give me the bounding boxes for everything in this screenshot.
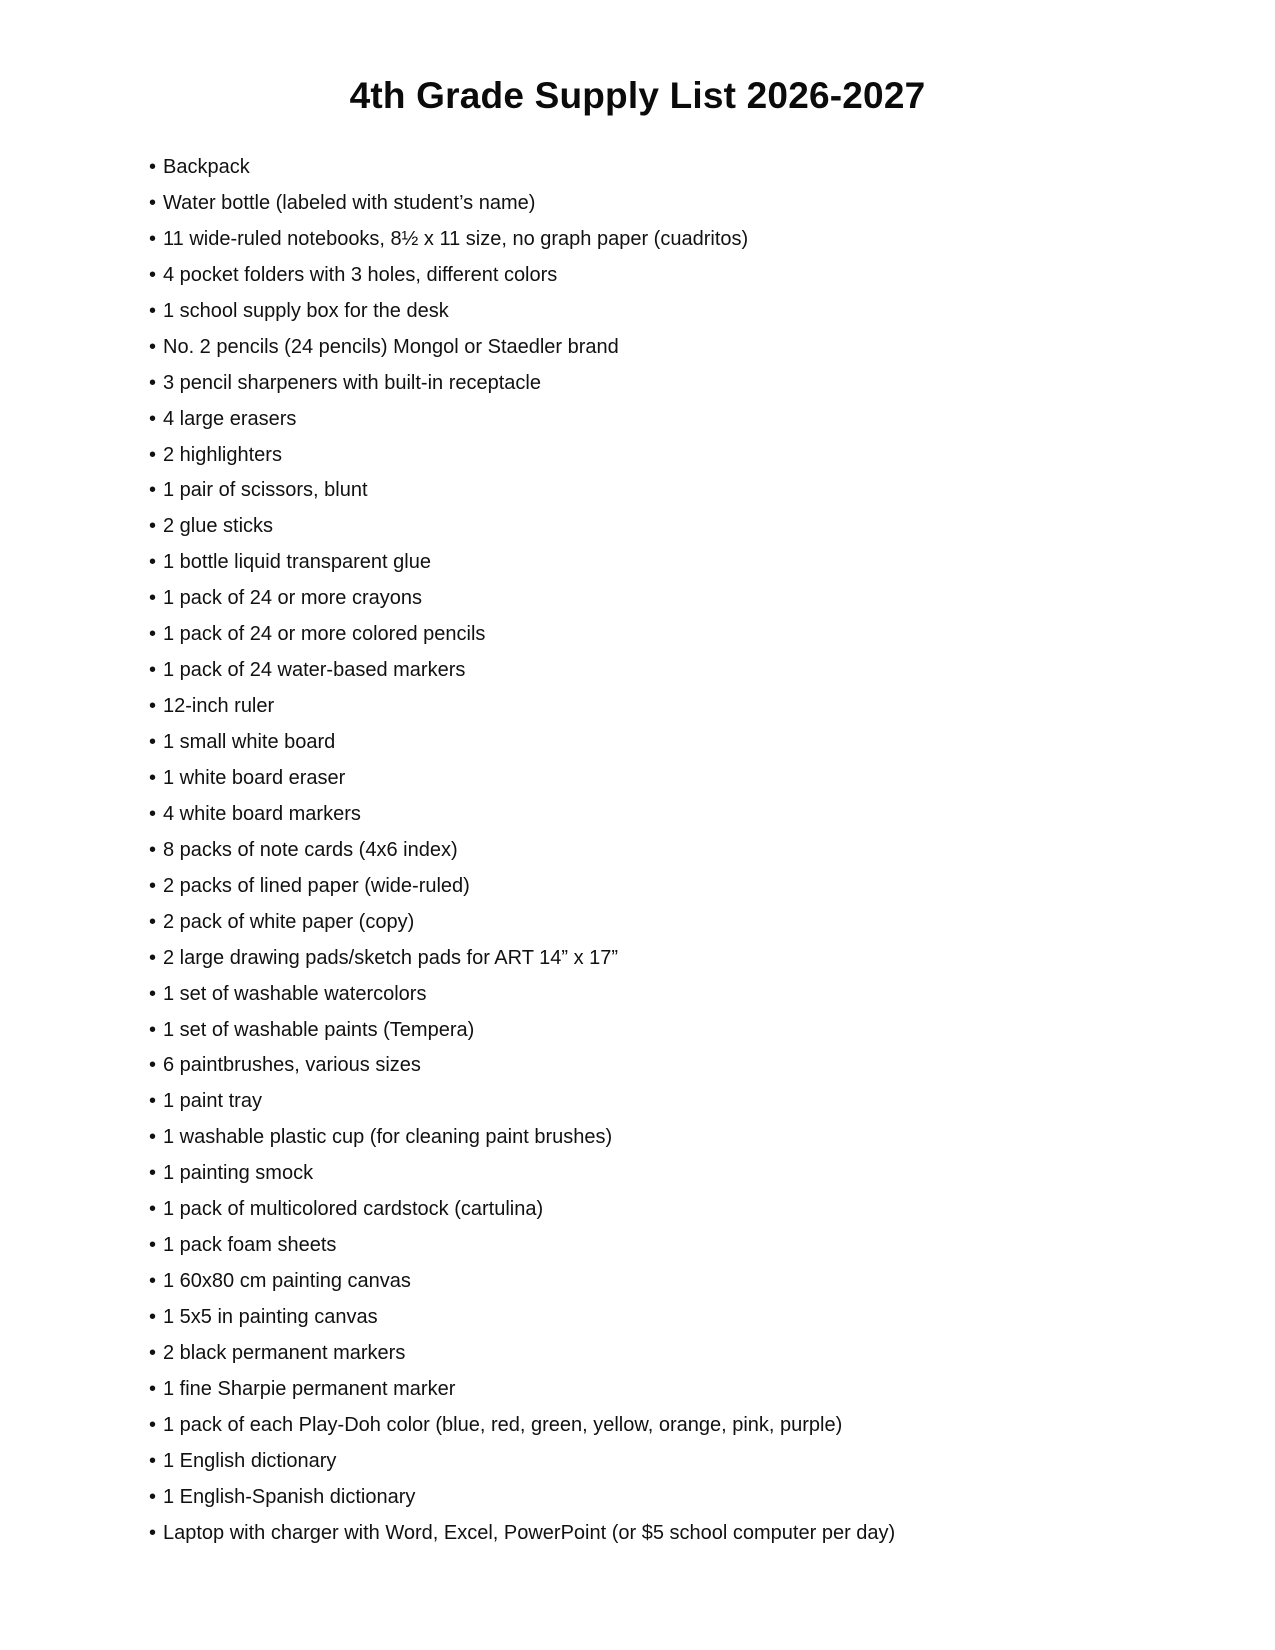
list-item [149,1084,895,1120]
list-item-text: 1 English-Spanish dictionary [163,1485,416,1508]
list-item-text: 2 large drawing pads/sketch pads for ART 14” x 17” [163,946,619,969]
list-item [149,545,895,581]
bullet-icon: • [149,802,157,825]
list-item [149,1480,895,1516]
bullet-icon: • [149,551,157,574]
bullet-icon: • [149,874,157,897]
list-item-text: 1 pack foam sheets [163,1234,337,1257]
list-item [149,1120,895,1156]
bullet-icon: • [149,335,157,358]
list-item [149,186,895,222]
list-item-text: 1 small white board [163,731,336,753]
bullet-icon: • [149,156,157,178]
list-item [149,150,895,186]
bullet-icon: • [149,766,157,789]
bullet-icon: • [149,191,157,214]
list-item-text: 6 paintbrushes, various sizes [163,1054,421,1077]
bullet-icon: • [149,263,157,286]
bullet-icon: • [149,1054,157,1077]
list-item-text: 4 white board markers [163,802,361,825]
bullet-icon: • [149,227,157,250]
list-item-text: 8 packs of note cards (4x6 index) [163,838,458,861]
bullet-icon: • [149,1126,157,1149]
list-item-text: 2 glue sticks [163,515,274,538]
list-item-text: 1 painting smock [163,1162,314,1185]
list-item [149,797,895,833]
list-item-text: 1 fine Sharpie permanent marker [163,1377,456,1400]
list-item [149,1444,895,1480]
list-item-text: 1 5x5 in painting canvas [163,1306,378,1328]
list-item [149,509,895,545]
list-item [149,1228,895,1264]
bullet-icon: • [149,659,157,682]
list-item-text: 1 60x80 cm painting canvas [163,1270,411,1293]
list-item-text: 1 washable plastic cup (for cleaning paint brushes) [163,1126,613,1149]
list-item [149,330,895,366]
bullet-icon: • [149,515,157,538]
list-item [149,977,895,1013]
list-item [149,1516,895,1552]
list-item [149,905,895,941]
bullet-icon: • [149,695,157,718]
list-item-text: 2 packs of lined paper (wide-ruled) [163,874,470,897]
bullet-icon: • [149,407,157,430]
bullet-icon: • [149,910,157,933]
list-item [149,294,895,330]
list-item-text: No. 2 pencils (24 pencils) Mongol or Staedler brand [163,335,619,358]
bullet-icon: • [149,1270,157,1293]
list-item [149,258,895,294]
list-item [149,1192,895,1228]
bullet-icon: • [149,1306,157,1328]
bullet-icon: • [149,1377,157,1400]
supply-list [149,150,895,1552]
bullet-icon: • [149,838,157,861]
bullet-icon: • [149,587,157,610]
list-item [149,1156,895,1192]
list-item [149,1300,895,1336]
list-item [149,761,895,797]
bullet-icon: • [149,1198,157,1221]
list-item-text: 1 paint tray [163,1090,262,1113]
list-item [149,1372,895,1408]
list-item [149,1264,895,1300]
list-item [149,581,895,617]
page-title: 4th Grade Supply List 2026-2027 [349,75,926,116]
list-item-text: 12-inch ruler [163,695,275,718]
bullet-icon: • [149,982,157,1005]
list-item-text: 1 bottle liquid transparent glue [163,551,431,574]
list-item [149,833,895,869]
list-item-text: 1 white board eraser [163,766,346,789]
list-item-text: 1 pair of scissors, blunt [163,479,368,502]
list-item-text: 1 set of washable watercolors [163,982,427,1005]
bullet-icon: • [149,443,157,466]
list-item-text: 1 pack of each Play-Doh color (blue, red, green, yellow, orange, pink, purple) [163,1413,843,1436]
bullet-icon: • [149,371,157,394]
list-item-text: 4 large erasers [163,407,297,430]
list-item [149,1336,895,1372]
list-item-text: 1 set of washable paints (Tempera) [163,1018,475,1041]
bullet-icon: • [149,479,157,502]
list-item [149,473,895,509]
list-item-text: 1 pack of multicolored cardstock (cartulina) [163,1198,544,1221]
bullet-icon: • [149,623,157,646]
bullet-icon: • [149,731,157,753]
list-item-text: Laptop with charger with Word, Excel, PowerPoint (or $5 school computer per day) [163,1521,896,1544]
list-item-text: 2 highlighters [163,443,282,466]
list-item-text: 1 pack of 24 water-based markers [163,659,466,682]
bullet-icon: • [149,1485,157,1508]
bullet-icon: • [149,1234,157,1257]
list-item-text: Water bottle (labeled with student’s name) [163,191,536,214]
list-item [149,402,895,438]
bullet-icon: • [149,1162,157,1185]
bullet-icon: • [149,1413,157,1436]
list-item-text: 1 pack of 24 or more colored pencils [163,623,486,646]
list-item-text: 11 wide-ruled notebooks, 8½ x 11 size, no graph paper (cuadritos) [163,227,749,250]
list-item [149,725,895,761]
list-item [149,869,895,905]
bullet-icon: • [149,1449,157,1472]
list-item [149,1048,895,1084]
list-item-text: 1 school supply box for the desk [163,299,449,322]
bullet-icon: • [149,299,157,322]
list-item-text: 3 pencil sharpeners with built-in receptacle [163,371,541,394]
list-item [149,1408,895,1444]
list-item [149,366,895,402]
list-item-text: Backpack [163,156,250,178]
list-item-text: 1 pack of 24 or more crayons [163,587,423,610]
list-item [149,689,895,725]
list-item-text: 2 black permanent markers [163,1341,406,1364]
list-item [149,653,895,689]
bullet-icon: • [149,1341,157,1364]
bullet-icon: • [149,1018,157,1041]
list-item-text: 1 English dictionary [163,1449,337,1472]
bullet-icon: • [149,946,157,969]
bullet-icon: • [149,1521,157,1544]
list-item [149,1013,895,1049]
list-item [149,941,895,977]
list-item [149,222,895,258]
list-item [149,438,895,474]
list-item-text: 2 pack of white paper (copy) [163,910,415,933]
list-item [149,617,895,653]
bullet-icon: • [149,1090,157,1113]
list-item-text: 4 pocket folders with 3 holes, different colors [163,263,558,286]
